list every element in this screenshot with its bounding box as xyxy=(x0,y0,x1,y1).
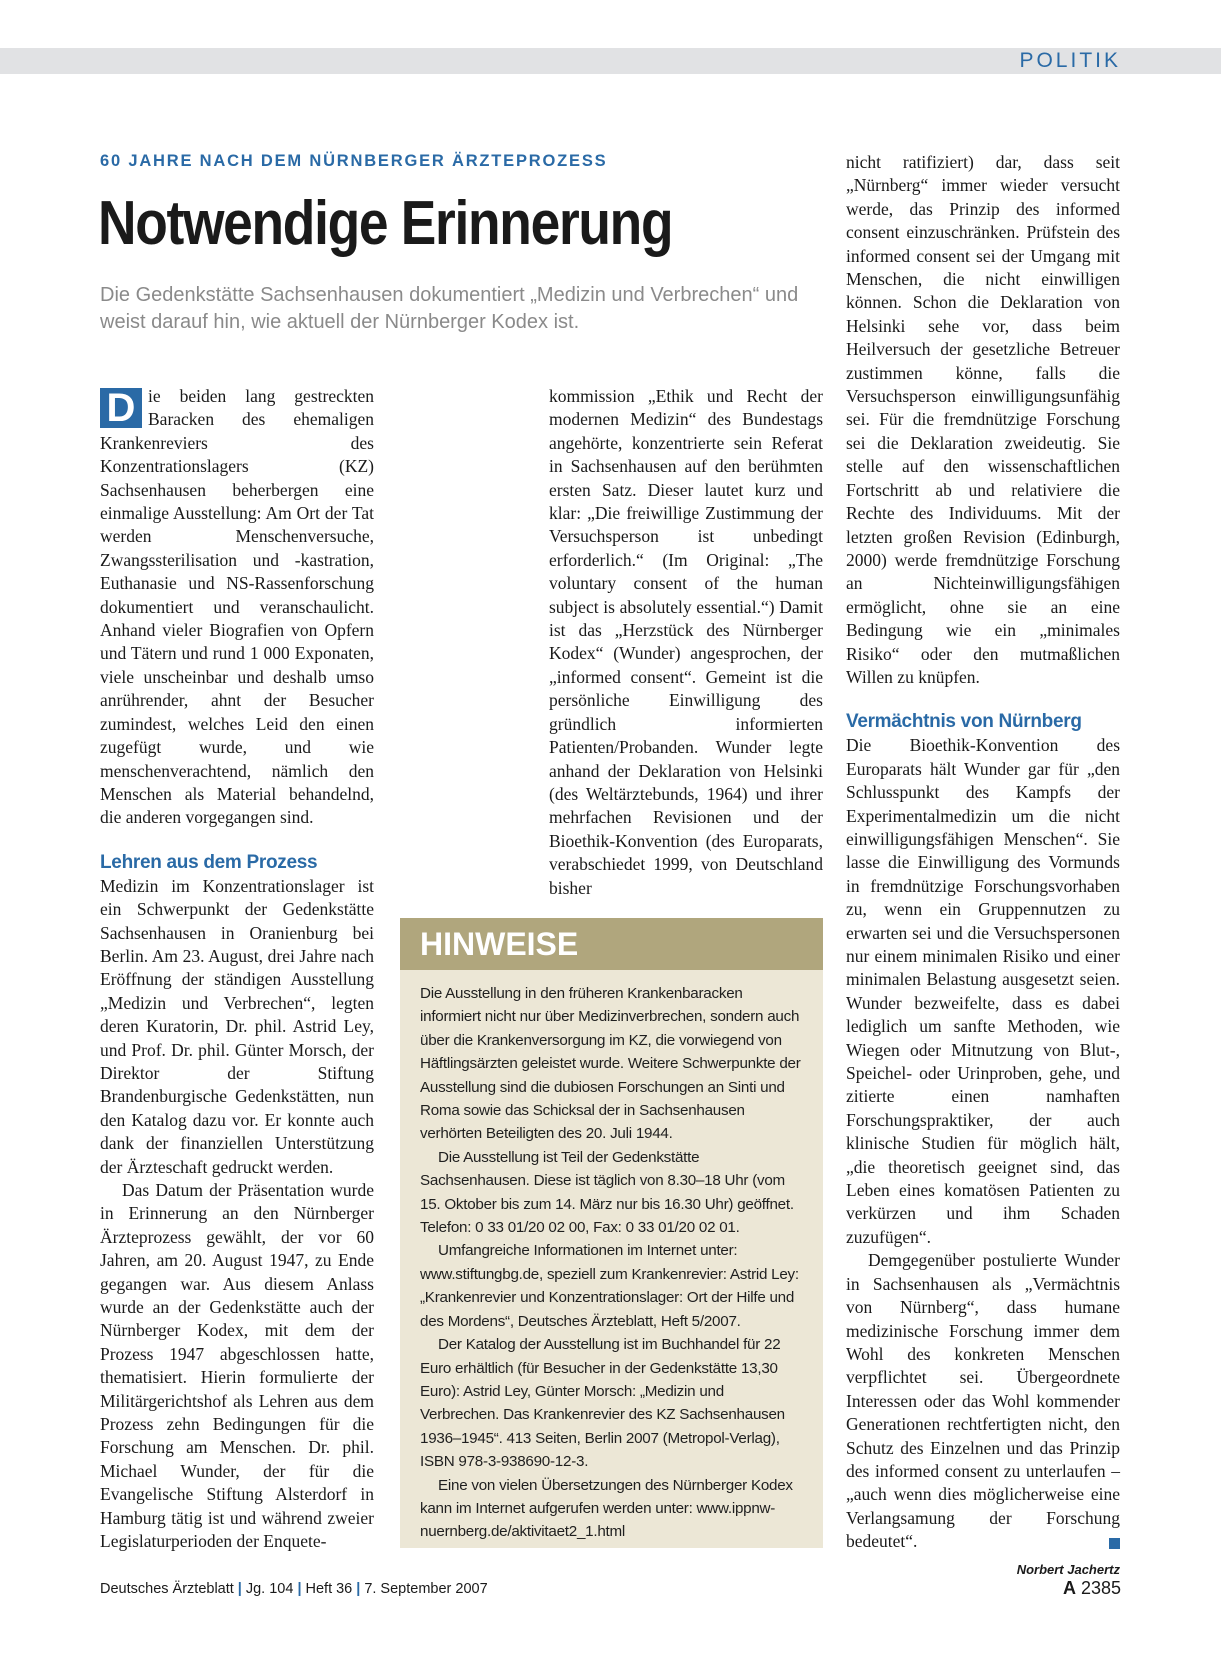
paragraph-text: Demgegenüber postulierte Wunder in Sachsenhausen als „Vermächtnis von Nürnberg“, dass humane medizinische Forschung immer dem Wohl des konkreten Menschen verpflichtet sei. Übergeordnete Interessen oder das Wohl kommender Generationen rechtfertigten nicht, den Schutz des Einzelnen und das Prinzip des informed consent zu unterlaufen – „auch wenn dies möglicherweise eine Verlangsamung der Forschung bedeutet“. xyxy=(846,1250,1120,1552)
author-signature: Norbert Jachertz xyxy=(1016,1561,1120,1577)
paragraph: nicht ratifiziert) dar, dass seit „Nürnberg“ immer wieder versucht werde, das Prinzip des informed consent einzuschränken. Prüfstein des informed consent sei der Umgang mit Menschen, die nicht einwilligen können. Schon die Deklaration von Helsinki sehe vor, dass beim Heilversuch der gesetzliche Betreuer zustimmen könne, falls die Versuchsperson einwilligungsunfähig sei. Für die fremdnützige Forschung sei die Deklaration zweideutig. Sie stelle auf den wissenschaftlichen Fortschritt ab und relativiere die Rechte des Individuums. Mit der letzten großen Revision (Edinburgh, 2000) werde fremdnützige Forschung an Nichteinwilligungsfähigen ermöglicht, ohne sie an eine Bedingung wie ein „minimales Risiko“ oder den mutmaßlichen Willen zu knüpfen. xyxy=(846,152,1120,687)
paragraph: Medizin im Konzentrationslager ist ein Schwerpunkt der Gedenkstätte Sachsenhausen in Oranienburg bei Berlin. Am 23. August, drei Jahre nach Eröffnung der ständigen Ausstellung „Medizin und Verbrechen“, legten deren Kuratorin, Dr. phil. Astrid Ley, und Prof. Dr. phil. Günter Morsch, der Direktor der Stiftung Brandenburgische Gedenkstätten, nun den Katalog dazu vor. Er konnte auch dank der finanziellen Unterstützung der Ärzteschaft gedruckt werden. xyxy=(100,875,374,1177)
info-box-title: HINWEISE xyxy=(420,926,579,962)
paragraph: kommission „Ethik und Recht der modernen Medizin“ des Bundestags angehörte, konzentrierte sein Referat in Sachsenhausen auf den berühmten ersten Satz. Dieser lautet kurz und klar: „Die freiwillige Zustimmung der Versuchsperson ist unbedingt erforderlich.“ (Im Original: „The voluntary consent of the human subject is absolutely essential.“) Damit ist das „Herzstück des Nürnberger Kodex“ (Wunder) angesprochen, der „informed consent“. Gemeint ist die persönliche Einwilligung des gründlich informierten Patienten/Probanden. Wunder legte anhand der Deklaration von Helsinki (des Weltärztebunds, 1964) und ihrer mehrfachen Revisionen und der Bioethik-Konvention (des Europarats, verabschiedet 1999, von Deutschland bisher xyxy=(549,386,823,898)
column-1 xyxy=(100,385,374,1554)
info-paragraph: Die Ausstellung in den früheren Krankenbaracken informiert nicht nur über Medizinverbrechen, sondern auch über die Krankenversorgung im KZ, die vorwiegend von Häftlingsärzten geleistet wurde. Weitere Schwerpunkte der Ausstellung sind die dubiosen Forschungen an Sinti und Roma sowie das Schicksal der in Sachsenhausen verhörten Beteiligten des 20. Juli 1944. xyxy=(420,985,801,1143)
info-paragraph: Eine von vielen Übersetzungen des Nürnberger Kodex kann im Internet aufgerufen werden unter: www.ippnw-nuernberg.de/aktivitaet2_1.html xyxy=(420,1476,793,1541)
drop-cap: D xyxy=(100,388,142,428)
paragraph xyxy=(100,385,374,830)
subheading: Lehren aus dem Prozess xyxy=(100,851,318,873)
issue: Heft 36 xyxy=(305,1581,353,1597)
info-box-header xyxy=(400,918,823,970)
paragraph-text: ie beiden lang gestreckten Baracken des ehemaligen Krankenreviers des Konzentrationslagers (KZ) Sachsenhausen beherbergen eine einmalige Ausstellung: Am Ort der Tat werden Menschenversuche, Zwangssterilisation und -kastration, Euthanasie und NS-Rassenforschung dokumentiert und veranschaulicht. Anhand vieler Biografien von Opfern und Tätern und rund 1 000 Exponaten, viele unscheinbar und deshalb umso anrührender, ahnt der Besucher zumindest, welches Leid den einen zugefügt wurde, und wie menschenverachtend, nämlich den Menschen als Material behandelnd, die anderen vorgegangen sind. xyxy=(100,386,374,828)
info-paragraph: Die Ausstellung ist Teil der Gedenkstätte Sachsenhausen. Diese ist täglich von 8.30–18 Uhr (vom 15. Oktober bis zum 14. März nur bis 16.30 Uhr) geöffnet. xyxy=(420,1148,794,1213)
paragraph xyxy=(846,1249,1120,1553)
article-kicker: 60 JAHRE NACH DEM NÜRNBERGER ÄRZTEPROZESS xyxy=(100,152,608,170)
article-subtitle: Die Gedenkstätte Sachsenhausen dokumentiert „Medizin und Verbrechen“ und weist darauf hin, wie aktuell der Nürnberger Kodex ist. xyxy=(100,284,799,333)
column-2 xyxy=(549,385,823,900)
article-title: Notwendige Erinnerung xyxy=(98,189,673,258)
end-mark-icon xyxy=(1109,1538,1120,1549)
publication-name: Deutsches Ärzteblatt xyxy=(100,1581,234,1597)
issue-date: 7. September 2007 xyxy=(364,1581,488,1597)
info-paragraph: Telefon: 0 33 01/20 02 00, Fax: 0 33 01/20 02 01. xyxy=(420,1219,740,1237)
page-number-value: 2385 xyxy=(1080,1578,1121,1598)
separator: | xyxy=(297,1581,302,1597)
column-3 xyxy=(846,151,1120,1581)
separator: | xyxy=(237,1581,242,1597)
subheading: Vermächtnis von Nürnberg xyxy=(846,711,1082,733)
section-label: POLITIK xyxy=(1019,49,1121,72)
paragraph: Das Datum der Präsentation wurde in Erinnerung an den Nürnberger Ärzteprozess gewählt, der vor 60 Jahren, am 20. August 1947, zu Ende gegangen war. Aus diesem Anlass wurde an der Gedenkstätte auch der Nürnberger Kodex, mit dem der Prozess 1947 abgeschlossen hatte, thematisiert. Hierin formulierte der Militärgerichtshof als Lehren aus dem Prozess zehn Bedingungen für die Forschung am Menschen. Dr. phil. Michael Wunder, der für die Evangelische Stiftung Alsterdorf in Hamburg tätig ist und während zweier Legislaturperioden der Enquete- xyxy=(100,1180,374,1552)
info-paragraph: Umfangreiche Informationen im Internet unter: www.stiftungbg.de, speziell zum Krankenrevier: Astrid Ley: „Krankenrevier und Konzentrationslager: Ort der Hilfe und des Mordens“, Deutsches Ärzteblatt, Heft 5/2007. xyxy=(420,1242,799,1330)
info-paragraph: Der Katalog der Ausstellung ist im Buchhandel für 22 Euro erhältlich (für Besucher in der Gedenkstätte 13,30 Euro): Astrid Ley, Günter Morsch: „Medizin und Verbrechen. Das Krankenrevier des KZ Sachsenhausen 1936–1945“. 413 Seiten, Berlin 2007 (Metropol-Verlag), ISBN 978-3-938690-12-3. xyxy=(420,1336,785,1471)
paragraph: Die Bioethik-Konvention des Europarats hält Wunder gar für „den Schlusspunkt des Kampfs der Experimentalmedizin um die nicht einwilligungsfähigen Menschen“. Sie lasse die Einwilligung des Vormunds in fremdnützige Forschungsvorhaben zu, wenn ein Gruppennutzen zu erwarten sei und die Versuchspersonen nur einem minimalen Risiko und einer minimalen Belastung ausgesetzt seien. Wunder bezweifelte, dass es dabei lediglich um sanfte Methoden, wie Wiegen oder Mitnutzung von Blut-, Speichel- oder Urinproben, gehe, und zitierte einen namhaften Forschungspraktiker, der auch klinische Studien für möglich hält, „die theoretisch geeignet sind, das Leben eines komatösen Patienten zu verkürzen und ihm Schaden zuzufügen“. xyxy=(846,735,1120,1247)
footer xyxy=(100,1581,488,1597)
volume: Jg. 104 xyxy=(245,1581,294,1597)
separator: | xyxy=(356,1581,361,1597)
page-number xyxy=(1063,1578,1121,1599)
info-box-body xyxy=(400,970,823,1544)
info-box xyxy=(400,918,823,1548)
page-prefix: A xyxy=(1062,1578,1076,1598)
